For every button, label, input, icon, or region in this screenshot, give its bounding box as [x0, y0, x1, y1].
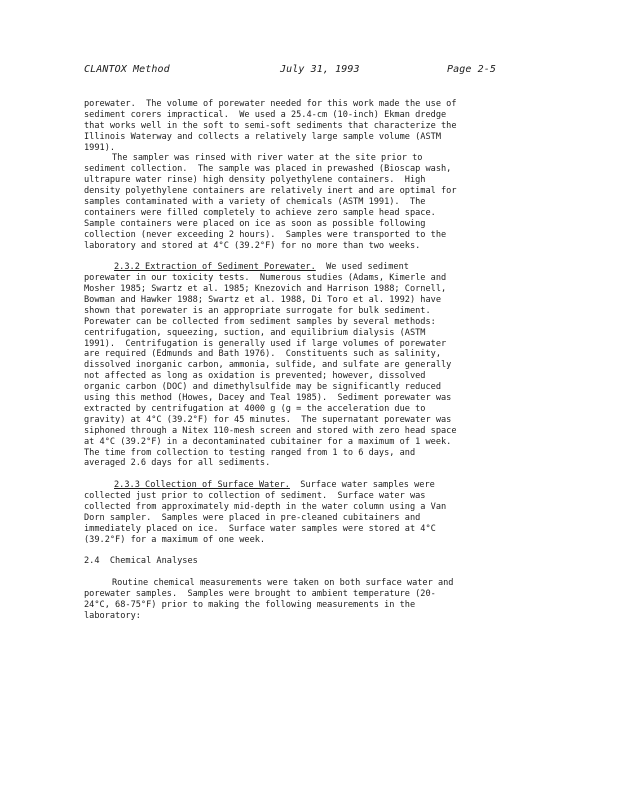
text-line: porewater samples. Samples were brought to ambient temperature (20-: [84, 589, 436, 600]
page-header: [84, 64, 496, 78]
text-line: dissolved inorganic carbon, ammonia, sulfide, and sulfate are generally: [84, 360, 452, 371]
section-title-2-3-3: 2.3.3 Collection of Surface Water.: [114, 480, 290, 491]
text-line: samples contaminated with a variety of chemicals (ASTM 1991). The: [84, 197, 426, 208]
text-line: porewater in our toxicity tests. Numerous studies (Adams, Kimerle and: [84, 273, 447, 284]
text-line: centrifugation, squeezing, suction, and equilibrium dialysis (ASTM: [84, 327, 426, 338]
text-line: 1991). Centrifugation is generally used if large volumes of porewater: [84, 338, 447, 349]
text-line: sediment collection. The sample was placed in prewashed (Bioscap wash,: [84, 164, 452, 175]
text-line: 24°C, 68-75°F) prior to making the following measurements in the: [84, 599, 416, 610]
text-line: density polyethylene containers are relatively inert and are optimal for: [84, 186, 457, 197]
text-line: Routine chemical measurements were taken on both surface water and: [112, 578, 454, 589]
text-line: laboratory and stored at 4°C (39.2°F) for no more than two weeks.: [84, 240, 421, 251]
text-line: organic carbon (DOC) and dimethylsulfide may be significantly reduced: [84, 382, 441, 393]
header-date: July 31, 1993: [280, 64, 360, 75]
text-line: extracted by centrifugation at 4000 g (g = the acceleration due to: [84, 403, 426, 414]
text-line: containers were filled completely to achieve zero sample head space.: [84, 207, 436, 218]
section-title-2-3-2: 2.3.2 Extraction of Sediment Porewater.: [114, 262, 316, 273]
section-collection-surface-water: [84, 480, 498, 545]
text-line: not affected as long as oxidation is prevented; however, dissolved: [84, 371, 426, 382]
text-line: using this method (Howes, Dacey and Teal 1985). Sediment porewater was: [84, 393, 452, 404]
section-title-rest: Surface water samples were: [289, 480, 435, 491]
text-line: averaged 2.6 days for all sediments.: [84, 458, 271, 469]
text-line: laboratory:: [84, 610, 141, 621]
text-line: siphoned through a Nitex 110-mesh screen and stored with zero head space: [84, 425, 457, 436]
header-method-title: CLANTOX Method: [84, 64, 170, 75]
text-line: shown that porewater is an appropriate surrogate for bulk sediment.: [84, 305, 431, 316]
text-line: The time from collection to testing ranged from 1 to 6 days, and: [84, 447, 416, 458]
text-line: collected from approximately mid-depth in the water column using a Van: [84, 501, 447, 512]
text-line: Illinois Waterway and collects a relatively large sample volume (ASTM: [84, 131, 441, 142]
section-title-rest: We used sediment: [315, 262, 409, 273]
text-line: sediment corers impractical. We used a 25.4-cm (10-inch) Ekman dredge: [84, 109, 447, 120]
section-extraction-porewater: [84, 262, 498, 469]
text-line: immediately placed on ice. Surface water samples were stored at 4°C: [84, 523, 436, 534]
text-line: ultrapure water rinse) high density polyethylene containers. High: [84, 175, 426, 186]
paragraph-sampler-rinse: [84, 153, 498, 251]
body-text: [84, 99, 498, 622]
section-heading-2-4: 2.4 Chemical Analyses: [84, 556, 198, 567]
text-line: that works well in the soft to semi-soft sediments that characterize the: [84, 120, 457, 131]
text-line: Bowman and Hawker 1988; Swartz et al. 1988, Di Toro et al. 1992) have: [84, 295, 441, 306]
header-page-number: Page 2-5: [447, 64, 496, 75]
text-line: 1991).: [84, 142, 116, 153]
text-line: porewater. The volume of porewater needed for this work made the use of: [84, 99, 457, 109]
text-line: Porewater can be collected from sediment samples by several methods:: [84, 316, 436, 327]
text-line: Mosher 1985; Swartz et al. 1985; Knezovich and Harrison 1988; Cornell,: [84, 284, 447, 295]
text-line: at 4°C (39.2°F) in a decontaminated cubitainer for a maximum of 1 week.: [84, 436, 452, 447]
text-line: The sampler was rinsed with river water at the site prior to: [112, 153, 423, 164]
text-line: gravity) at 4°C (39.2°F) for 45 minutes. The supernatant porewater was: [84, 414, 452, 425]
text-line: collected just prior to collection of sediment. Surface water was: [84, 491, 426, 502]
paragraph-porewater-volume: [84, 99, 498, 153]
text-line: are required (Edmunds and Bath 1976). Constituents such as salinity,: [84, 349, 441, 360]
text-line: (39.2°F) for a maximum of one week.: [84, 534, 266, 545]
text-line: Sample containers were placed on ice as soon as possible following: [84, 218, 426, 229]
section-title-line: [84, 480, 498, 491]
text-line: Dorn sampler. Samples were placed in pre-cleaned cubitainers and: [84, 512, 421, 523]
section-title-line: [84, 262, 498, 273]
paragraph-routine-chemical: [84, 578, 498, 622]
text-line: collection (never exceeding 2 hours). Samples were transported to the: [84, 229, 447, 240]
